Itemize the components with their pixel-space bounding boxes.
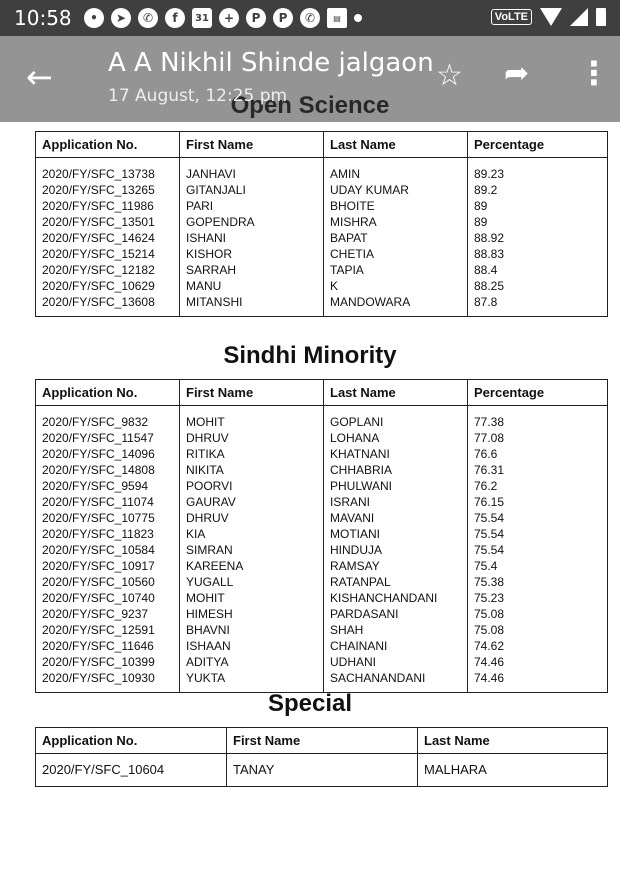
table-cell: SHAH [324,622,468,638]
table-row [36,510,608,526]
table-cell: RAMSAY [324,558,468,574]
table-cell: 75.38 [468,574,608,590]
table-cell: MOHIT [180,406,324,431]
table-cell: NIKITA [180,462,324,478]
table-row [36,574,608,590]
phone-icon: ✆ [300,8,320,28]
table-cell: 88.4 [468,262,608,278]
calendar-icon: 31 [192,8,212,28]
message-icon: • [84,8,104,28]
table-cell: POORVI [180,478,324,494]
table-cell: KHATNANI [324,446,468,462]
table-row [36,278,608,294]
table-cell: CHHABRIA [324,462,468,478]
table-cell: HIMESH [180,606,324,622]
table-row [36,606,608,622]
section-heading-special: Special [267,690,353,717]
table-row [36,478,608,494]
table-cell: GAURAV [180,494,324,510]
table-cell: 2020/FY/SFC_14096 [36,446,180,462]
table-cell: CHETIA [324,246,468,262]
table-cell: 74.46 [468,654,608,670]
table-cell: 2020/FY/SFC_11547 [36,430,180,446]
pinterest-icon: P [273,8,293,28]
table-cell: CHAINANI [324,638,468,654]
table-cell: 77.08 [468,430,608,446]
table-cell: JANHAVI [180,158,324,183]
add-contact-icon: + [219,8,239,28]
facebook-icon: f [165,8,185,28]
table-cell: 2020/FY/SFC_10740 [36,590,180,606]
table-cell: 2020/FY/SFC_11074 [36,494,180,510]
telegram-icon: ➤ [111,8,131,28]
notification-icons [84,8,362,28]
battery-icon [596,8,606,26]
signal-icon [570,8,588,26]
table-row [36,494,608,510]
table-cell: 2020/FY/SFC_10775 [36,510,180,526]
table-cell: MALHARA [418,754,608,787]
table-row [36,446,608,462]
table-cell: 75.4 [468,558,608,574]
table-cell: BHAVNI [180,622,324,638]
table-row [36,158,608,183]
table-cell: K [324,278,468,294]
app-bar [0,36,620,122]
table-cell: 77.38 [468,406,608,431]
table-cell: YUKTA [180,670,324,693]
table-cell: 75.23 [468,590,608,606]
table-cell: 2020/FY/SFC_13501 [36,214,180,230]
sindhi-minority-table [35,379,608,693]
column-header: First Name [180,380,324,406]
column-header: Last Name [324,132,468,158]
open-science-table [35,131,608,317]
table-cell: 2020/FY/SFC_10629 [36,278,180,294]
table-cell: GITANJALI [180,182,324,198]
table-cell: UDHANI [324,654,468,670]
table-cell: 2020/FY/SFC_11646 [36,638,180,654]
table-cell: 75.54 [468,542,608,558]
table-cell: RATANPAL [324,574,468,590]
table-cell: MISHRA [324,214,468,230]
column-header: Application No. [36,728,227,754]
table-cell: MAVANI [324,510,468,526]
dot-icon [354,14,362,22]
table-cell: 2020/FY/SFC_14624 [36,230,180,246]
table-cell: 87.8 [468,294,608,317]
share-icon[interactable]: ➦ [504,56,530,91]
table-row [36,638,608,654]
section-heading-sindhi-minority: Sindhi Minority [223,342,397,369]
table-row [36,590,608,606]
table-cell: 89.23 [468,158,608,183]
table-row [36,654,608,670]
table-cell: LOHANA [324,430,468,446]
special-table [35,727,608,787]
column-header: Last Name [418,728,608,754]
table-cell: KISHOR [180,246,324,262]
wifi-icon [540,8,562,26]
table-cell: 75.54 [468,510,608,526]
table-cell: MANDOWARA [324,294,468,317]
table-cell: 2020/FY/SFC_10917 [36,558,180,574]
column-header: First Name [180,132,324,158]
more-options-icon[interactable]: ⋮ [578,54,610,92]
table-cell: RITIKA [180,446,324,462]
table-cell: PARI [180,198,324,214]
table-cell: UDAY KUMAR [324,182,468,198]
table-cell: 76.31 [468,462,608,478]
table-row [36,246,608,262]
column-header: Percentage [468,380,608,406]
table-cell: 76.15 [468,494,608,510]
table-cell: ADITYA [180,654,324,670]
table-row [36,262,608,278]
table-cell: 2020/FY/SFC_11986 [36,198,180,214]
table-cell: 75.54 [468,526,608,542]
table-cell: 76.6 [468,446,608,462]
table-cell: PARDASANI [324,606,468,622]
table-cell: 2020/FY/SFC_13608 [36,294,180,317]
timestamp: 17 August, 12:25 pm [108,86,288,106]
system-indicators [491,8,606,26]
table-cell: 88.92 [468,230,608,246]
table-cell: 89 [468,198,608,214]
table-row [36,526,608,542]
column-header: Application No. [36,132,180,158]
table-cell: SACHANANDANI [324,670,468,693]
status-bar [0,0,620,36]
table-cell: 74.62 [468,638,608,654]
table-cell: 2020/FY/SFC_10399 [36,654,180,670]
back-arrow-icon[interactable]: ← [26,58,53,96]
table-cell: DHRUV [180,430,324,446]
column-header: First Name [227,728,418,754]
table-cell: KISHANCHANDANI [324,590,468,606]
column-header: Percentage [468,132,608,158]
table-cell: AMIN [324,158,468,183]
table-cell: 2020/FY/SFC_9594 [36,478,180,494]
table-row [36,214,608,230]
table-row [36,406,608,431]
table-cell: 2020/FY/SFC_10930 [36,670,180,693]
table-cell: 76.2 [468,478,608,494]
table-row [36,182,608,198]
table-cell: GOPLANI [324,406,468,431]
table-cell: DHRUV [180,510,324,526]
table-row [36,542,608,558]
table-row [36,294,608,317]
table-cell: 2020/FY/SFC_10560 [36,574,180,590]
table-cell: 2020/FY/SFC_13738 [36,158,180,183]
table-cell: 2020/FY/SFC_9832 [36,406,180,431]
table-cell: 89 [468,214,608,230]
table-cell: SARRAH [180,262,324,278]
table-cell: 75.08 [468,606,608,622]
table-cell: YUGALL [180,574,324,590]
table-cell: KAREENA [180,558,324,574]
table-cell: ISHAAN [180,638,324,654]
table-cell: HINDUJA [324,542,468,558]
table-cell: 2020/FY/SFC_10604 [36,754,227,787]
table-cell: 89.2 [468,182,608,198]
table-cell: BAPAT [324,230,468,246]
table-cell: 2020/FY/SFC_12591 [36,622,180,638]
table-cell: 88.25 [468,278,608,294]
table-cell: 2020/FY/SFC_15214 [36,246,180,262]
table-row [36,230,608,246]
table-cell: MOTIANI [324,526,468,542]
table-cell: SIMRAN [180,542,324,558]
table-cell: ISHANI [180,230,324,246]
table-cell: 2020/FY/SFC_14808 [36,462,180,478]
table-row [36,462,608,478]
table-cell: BHOITE [324,198,468,214]
table-cell: 2020/FY/SFC_11823 [36,526,180,542]
column-header: Application No. [36,380,180,406]
table-row [36,198,608,214]
table-cell: KIA [180,526,324,542]
table-cell: PHULWANI [324,478,468,494]
news-icon: ▤ [327,8,347,28]
clock: 10:58 [14,6,72,30]
table-row [36,558,608,574]
table-row [36,622,608,638]
table-cell: ISRANI [324,494,468,510]
volte-badge: VoLTE [491,9,532,25]
pinterest-icon: P [246,8,266,28]
table-cell: 75.08 [468,622,608,638]
column-header: Last Name [324,380,468,406]
table-cell: 2020/FY/SFC_12182 [36,262,180,278]
table-row [36,430,608,446]
table-cell: GOPENDRA [180,214,324,230]
table-cell: MANU [180,278,324,294]
table-cell: 2020/FY/SFC_13265 [36,182,180,198]
table-cell: TANAY [227,754,418,787]
table-cell: 74.46 [468,670,608,693]
star-icon[interactable]: ☆ [436,58,463,93]
table-cell: 2020/FY/SFC_10584 [36,542,180,558]
table-cell: 2020/FY/SFC_9237 [36,606,180,622]
table-cell: TAPIA [324,262,468,278]
table-row [36,754,608,787]
table-cell: 88.83 [468,246,608,262]
chat-title: A A Nikhil Shinde jalgaon [108,48,434,78]
whatsapp-icon: ✆ [138,8,158,28]
table-cell: MITANSHI [180,294,324,317]
table-cell: MOHIT [180,590,324,606]
